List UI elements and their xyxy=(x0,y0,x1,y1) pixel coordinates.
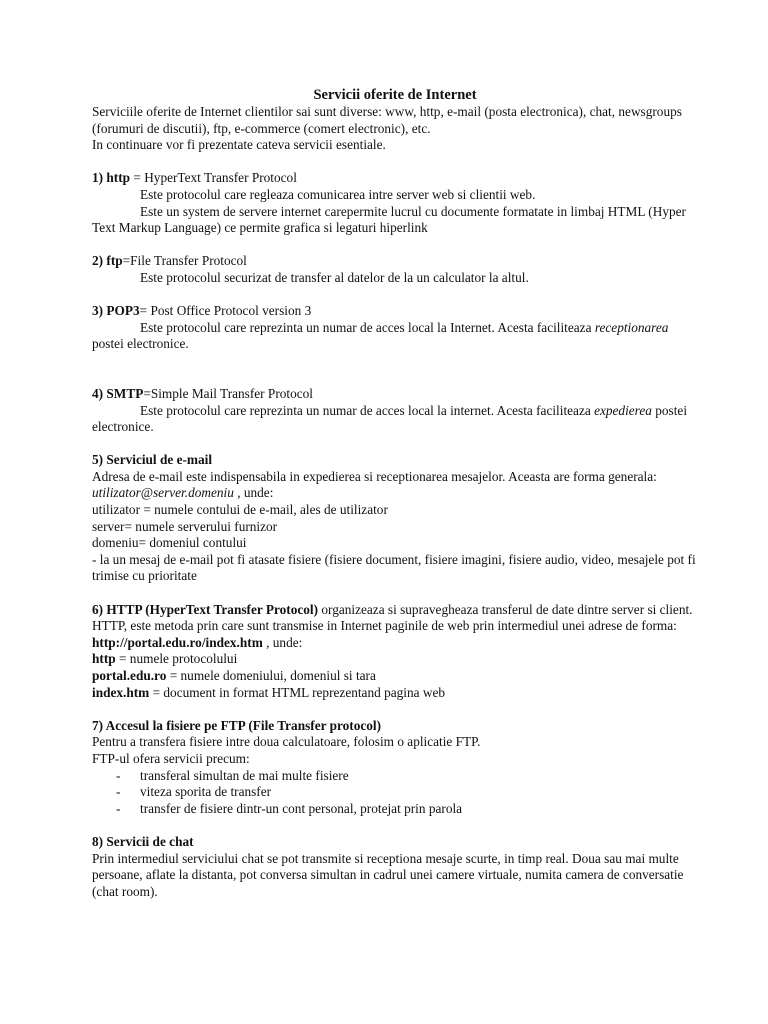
section-5-paragraph-1 xyxy=(92,469,698,502)
section-5-line-4: - la un mesaj de e-mail pot fi atasate fisiere (fisiere document, fisiere imagini, fisiere audio, video, mesajele pot fi trimise cu prioritate xyxy=(92,551,696,584)
email-format: utilizator@server.domeniu xyxy=(92,485,234,501)
section-1-paragraph-2: Este un system de servere internet carepermite lucrul cu documente formatate in limbaj HTML (Hyper Text Markup Language) ce permite grafica si legaturi hiperlink xyxy=(92,203,686,236)
list-bullet: - xyxy=(116,784,121,800)
section-3-heading xyxy=(92,303,698,320)
list-item xyxy=(92,801,698,818)
list-item xyxy=(92,768,698,785)
section-6-term-3: index.htm xyxy=(92,684,150,700)
section-5-heading xyxy=(92,452,698,469)
list-item-text: transfer de fisiere dintr-un cont personal, protejat prin parola xyxy=(140,800,463,816)
section-4-emphasis: expedierea xyxy=(594,402,652,418)
section-3-paragraph-1 xyxy=(92,320,698,353)
section-6-term-1: http xyxy=(92,651,116,667)
ftp-services-list xyxy=(92,768,698,818)
example-url: http://portal.edu.ro/index.htm xyxy=(92,634,263,650)
section-2-heading xyxy=(92,253,698,270)
list-bullet: - xyxy=(116,767,121,783)
list-item xyxy=(92,784,698,801)
section-8-paragraph-1: Prin intermediul serviciului chat se pot transmite si receptiona mesaje scurte, in timp real. Doua sau mai multe persoane, aflate la distanta, pot conversa simultan in cadrul unei camere virtuale, numita camera de conversatie (chat room). xyxy=(92,850,684,899)
section-5-text-end: , unde: xyxy=(233,485,274,501)
section-6-def-3: = document in format HTML reprezentand pagina web xyxy=(149,684,446,700)
section-6-text: organizeaza si supravegheaza transferul de date dintre server si client. HTTP, este metoda prin care sunt transmise in Internet paginile de web prin intermediul unei adrese de forma: xyxy=(92,601,693,634)
section-4-text-end: postei electronice. xyxy=(92,402,688,435)
list-item-text: viteza sporita de transfer xyxy=(140,784,272,800)
list-item-text: transferal simultan de mai multe fisiere xyxy=(140,767,349,783)
section-3-number: 3) POP3 xyxy=(92,303,140,319)
section-6-paragraph-1 xyxy=(92,602,698,652)
section-5-line-2: server= numele serverului furnizor xyxy=(92,518,278,534)
section-5-line-3: domeniu= domeniul contului xyxy=(92,535,247,551)
section-3-emphasis: receptionarea xyxy=(594,319,669,335)
section-6-term-2: portal.edu.ro xyxy=(92,668,167,683)
section-8-heading xyxy=(92,834,698,851)
section-4-heading xyxy=(92,386,698,403)
section-7-heading-text: 7) Accesul la fisiere pe FTP (File Transfer protocol) xyxy=(92,717,382,733)
section-7-paragraph-2: FTP-ul ofera servicii precum: xyxy=(92,750,250,766)
section-1-heading xyxy=(92,170,698,187)
intro-note: In continuare vor fi prezentate cateva servicii esentiale. xyxy=(92,137,386,153)
section-7-heading xyxy=(92,718,698,735)
section-3-heading-text: = Post Office Protocol version 3 xyxy=(139,303,312,319)
section-3-text-end: postei electronice. xyxy=(92,336,189,352)
document-title: Servicii oferite de Internet xyxy=(313,87,477,103)
section-5-text: Adresa de e-mail este indispensabila in expedierea si receptionarea mesajelor. Aceasta are forma generala: xyxy=(92,468,657,484)
section-7-paragraph-1: Pentru a transfera fisiere intre doua calculatoare, folosim o aplicatie FTP. xyxy=(92,734,481,750)
list-bullet: - xyxy=(116,800,121,816)
section-2-number: 2) ftp xyxy=(92,253,123,269)
section-6-def-2: = numele domeniului, domeniul si tara xyxy=(166,668,376,683)
section-1-heading-text: = HyperText Transfer Protocol xyxy=(130,170,297,186)
section-3-text: Este protocolul care reprezinta un numar de acces local la Internet. Acesta faciliteaza xyxy=(140,319,595,335)
section-5-heading-text: 5) Serviciul de e-mail xyxy=(92,452,213,468)
section-4-heading-text: =Simple Mail Transfer Protocol xyxy=(143,385,313,401)
section-6-line-3 xyxy=(92,685,698,702)
section-6-def-1: = numele protocolului xyxy=(115,651,238,667)
intro-paragraph: Serviciile oferite de Internet clientilor sai sunt diverse: www, http, e-mail (posta electronica), chat, newsgroups (forumuri de discutii), ftp, e-commerce (comert electronic), etc. xyxy=(92,104,682,136)
section-4-text: Este protocolul care reprezinta un numar de acces local la internet. Acesta faciliteaza xyxy=(140,402,595,418)
section-6-text-end: , unde: xyxy=(262,634,303,650)
section-2-heading-text: =File Transfer Protocol xyxy=(122,253,247,269)
section-6-heading: 6) HTTP (HyperText Transfer Protocol) xyxy=(92,601,319,617)
section-6-line-2 xyxy=(92,668,698,685)
section-4-number: 4) SMTP xyxy=(92,385,144,401)
section-4-paragraph-1 xyxy=(92,403,698,436)
section-1-number: 1) http xyxy=(92,170,131,186)
section-5-line-1: utilizator = numele contului de e-mail, ales de utilizator xyxy=(92,502,388,518)
section-2-paragraph-1: Este protocolul securizat de transfer al datelor de la un calculator la altul. xyxy=(140,269,529,285)
section-6-line-1 xyxy=(92,651,698,668)
section-8-heading-text: 8) Servicii de chat xyxy=(92,833,194,849)
section-1-paragraph-1: Este protocolul care regleaza comunicarea intre server web si clientii web. xyxy=(140,186,536,202)
